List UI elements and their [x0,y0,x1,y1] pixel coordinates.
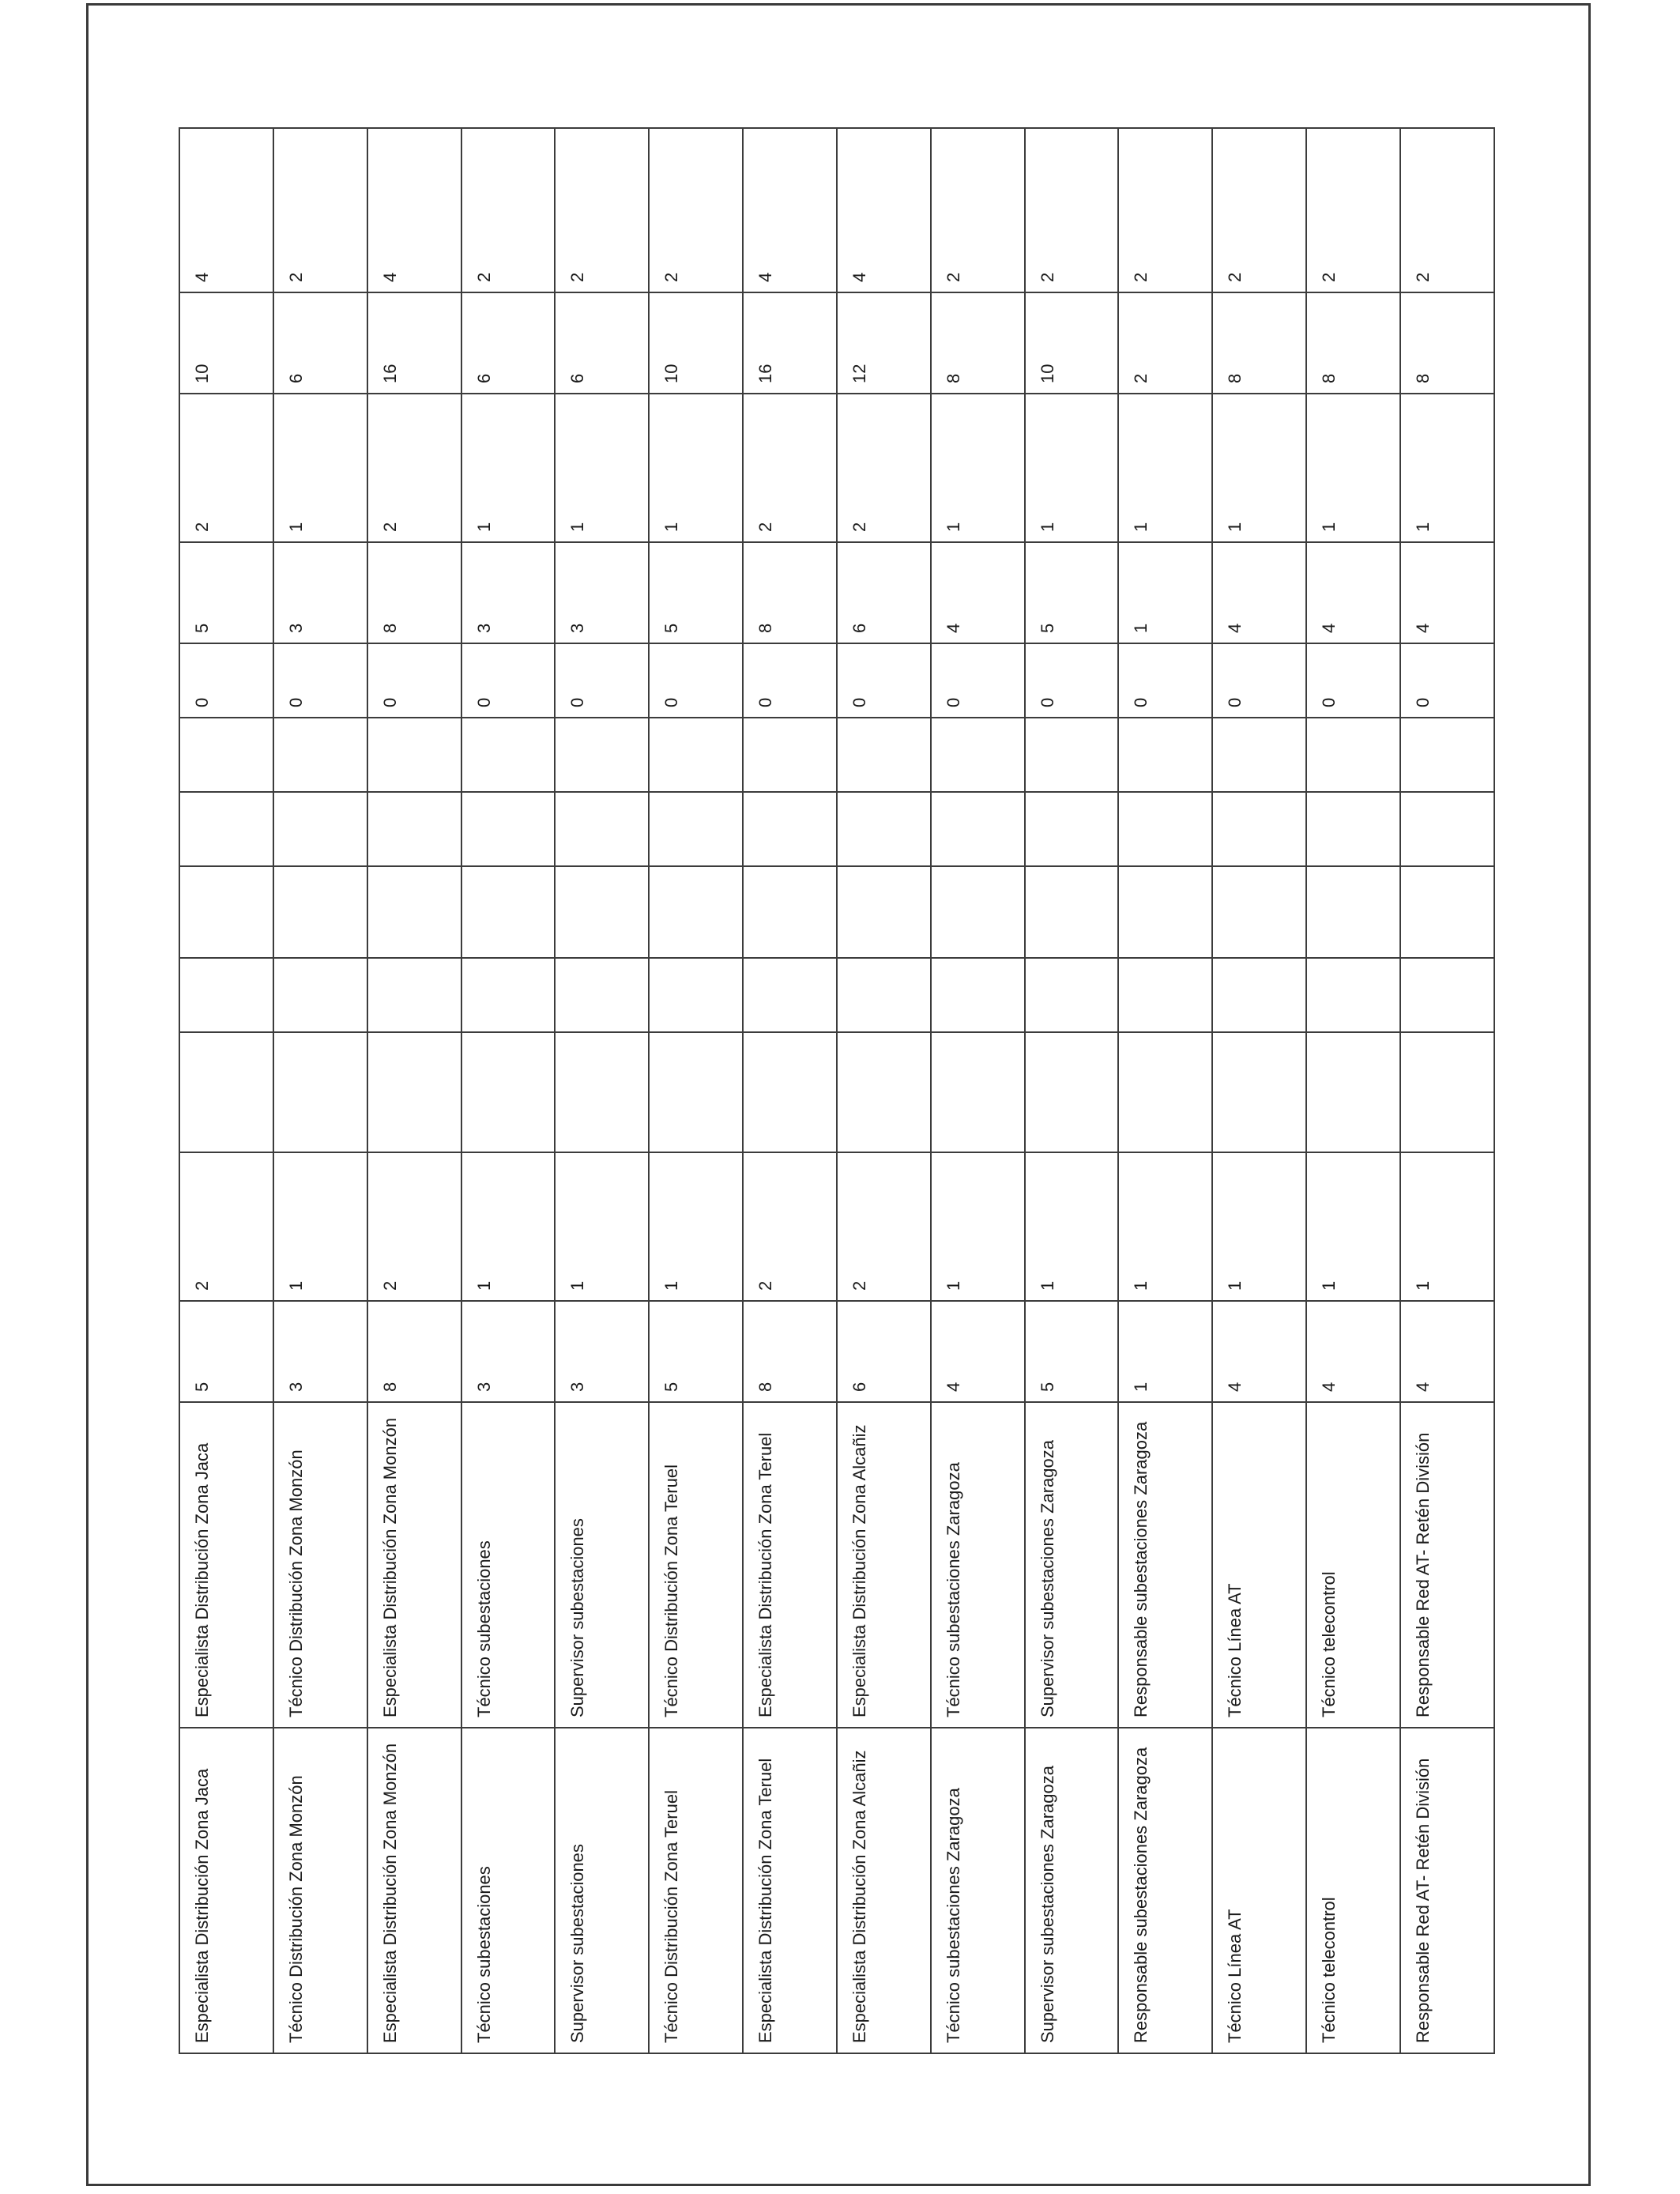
role-cell: Supervisor subestaciones Zaragoza [1025,1728,1119,2053]
value-cell-6: 2 [1118,292,1212,394]
empty-cell-5 [179,718,273,792]
empty-cell-5 [743,718,837,792]
table-row [367,128,461,2053]
role-detail-cell: Supervisor subestaciones [555,1402,649,1728]
empty-cell-1 [1212,1032,1306,1152]
empty-cell-3 [1400,866,1494,958]
value-cell-7: 2 [1025,128,1119,292]
value-cell-2: 2 [837,1152,931,1301]
empty-cell-3 [461,866,556,958]
empty-cell-2 [743,958,837,1032]
value-cell-4: 4 [1400,542,1494,643]
value-cell-6: 8 [1306,292,1400,394]
role-detail-cell: Responsable Red AT- Retén División [1400,1402,1494,1728]
staffing-table [179,127,1495,2054]
rotated-table-wrapper [179,129,1495,2054]
value-cell-3: 0 [649,643,743,718]
value-cell-7: 2 [1118,128,1212,292]
role-cell: Especialista Distribución Zona Monzón [367,1728,461,2053]
value-cell-7: 2 [1212,128,1306,292]
value-cell-2: 1 [931,1152,1025,1301]
value-cell-3: 0 [555,643,649,718]
role-cell: Responsable subestaciones Zaragoza [1118,1728,1212,2053]
value-cell-3: 0 [1025,643,1119,718]
empty-cell-4 [1025,792,1119,866]
role-detail-cell: Técnico subestaciones [461,1402,556,1728]
value-cell-2: 1 [1212,1152,1306,1301]
value-cell-3: 0 [273,643,367,718]
empty-cell-1 [555,1032,649,1152]
value-cell-1: 1 [1118,1301,1212,1402]
value-cell-3: 0 [1306,643,1400,718]
value-cell-2: 2 [179,1152,273,1301]
value-cell-5: 2 [367,394,461,542]
value-cell-4: 8 [743,542,837,643]
role-detail-cell: Técnico Distribución Zona Monzón [273,1402,367,1728]
value-cell-4: 5 [1025,542,1119,643]
value-cell-6: 6 [461,292,556,394]
value-cell-1: 5 [649,1301,743,1402]
empty-cell-3 [555,866,649,958]
value-cell-4: 5 [649,542,743,643]
value-cell-7: 2 [1400,128,1494,292]
table-row [1212,128,1306,2053]
empty-cell-4 [743,792,837,866]
empty-cell-3 [931,866,1025,958]
empty-cell-2 [555,958,649,1032]
empty-cell-3 [1025,866,1119,958]
role-detail-cell: Especialista Distribución Zona Alcañiz [837,1402,931,1728]
role-cell: Técnico subestaciones Zaragoza [931,1728,1025,2053]
value-cell-4: 3 [273,542,367,643]
role-cell: Técnico telecontrol [1306,1728,1400,2053]
value-cell-7: 2 [461,128,556,292]
value-cell-1: 4 [1306,1301,1400,1402]
value-cell-1: 6 [837,1301,931,1402]
empty-cell-2 [1118,958,1212,1032]
empty-cell-5 [555,718,649,792]
empty-cell-3 [273,866,367,958]
empty-cell-3 [743,866,837,958]
empty-cell-3 [1118,866,1212,958]
empty-cell-5 [931,718,1025,792]
role-cell: Técnico Distribución Zona Monzón [273,1728,367,2053]
role-cell: Supervisor subestaciones [555,1728,649,2053]
value-cell-4: 4 [1212,542,1306,643]
empty-cell-1 [649,1032,743,1152]
value-cell-4: 4 [1306,542,1400,643]
empty-cell-5 [649,718,743,792]
value-cell-6: 6 [273,292,367,394]
value-cell-4: 3 [555,542,649,643]
role-detail-cell: Técnico subestaciones Zaragoza [931,1402,1025,1728]
empty-cell-4 [273,792,367,866]
empty-cell-4 [931,792,1025,866]
value-cell-4: 8 [367,542,461,643]
empty-cell-2 [649,958,743,1032]
empty-cell-4 [1400,792,1494,866]
empty-cell-1 [931,1032,1025,1152]
role-cell: Especialista Distribución Zona Jaca [179,1728,273,2053]
empty-cell-5 [461,718,556,792]
role-detail-cell: Técnico Línea AT [1212,1402,1306,1728]
value-cell-6: 8 [1400,292,1494,394]
empty-cell-2 [1306,958,1400,1032]
role-detail-cell: Técnico Distribución Zona Teruel [649,1402,743,1728]
empty-cell-5 [1400,718,1494,792]
value-cell-5: 1 [1025,394,1119,542]
value-cell-3: 0 [931,643,1025,718]
empty-cell-2 [1400,958,1494,1032]
value-cell-4: 5 [179,542,273,643]
empty-cell-2 [367,958,461,1032]
empty-cell-2 [179,958,273,1032]
empty-cell-2 [837,958,931,1032]
value-cell-3: 0 [1212,643,1306,718]
empty-cell-5 [367,718,461,792]
empty-cell-3 [367,866,461,958]
role-detail-cell: Técnico telecontrol [1306,1402,1400,1728]
value-cell-6: 16 [743,292,837,394]
role-detail-cell: Especialista Distribución Zona Monzón [367,1402,461,1728]
value-cell-2: 1 [1306,1152,1400,1301]
value-cell-5: 2 [837,394,931,542]
role-cell: Especialista Distribución Zona Alcañiz [837,1728,931,2053]
value-cell-7: 4 [743,128,837,292]
value-cell-4: 1 [1118,542,1212,643]
value-cell-6: 12 [837,292,931,394]
value-cell-6: 16 [367,292,461,394]
empty-cell-2 [931,958,1025,1032]
value-cell-5: 1 [273,394,367,542]
role-detail-cell: Especialista Distribución Zona Teruel [743,1402,837,1728]
value-cell-6: 10 [179,292,273,394]
role-cell: Técnico Distribución Zona Teruel [649,1728,743,2053]
value-cell-6: 8 [931,292,1025,394]
value-cell-3: 0 [837,643,931,718]
value-cell-7: 2 [1306,128,1400,292]
value-cell-6: 8 [1212,292,1306,394]
empty-cell-2 [461,958,556,1032]
empty-cell-1 [461,1032,556,1152]
table-row [1118,128,1212,2053]
value-cell-5: 1 [555,394,649,542]
empty-cell-1 [1306,1032,1400,1152]
empty-cell-4 [555,792,649,866]
empty-cell-1 [1118,1032,1212,1152]
role-cell: Técnico Línea AT [1212,1728,1306,2053]
empty-cell-5 [273,718,367,792]
value-cell-1: 4 [931,1301,1025,1402]
empty-cell-2 [1025,958,1119,1032]
value-cell-3: 0 [1400,643,1494,718]
value-cell-1: 8 [367,1301,461,1402]
empty-cell-3 [1306,866,1400,958]
value-cell-5: 1 [1400,394,1494,542]
table-row [179,128,273,2053]
role-cell: Especialista Distribución Zona Teruel [743,1728,837,2053]
value-cell-4: 3 [461,542,556,643]
value-cell-5: 1 [1118,394,1212,542]
value-cell-5: 1 [461,394,556,542]
value-cell-5: 2 [743,394,837,542]
value-cell-3: 0 [743,643,837,718]
empty-cell-4 [1212,792,1306,866]
empty-cell-5 [837,718,931,792]
value-cell-7: 2 [931,128,1025,292]
value-cell-1: 8 [743,1301,837,1402]
value-cell-6: 10 [649,292,743,394]
table-row [1025,128,1119,2053]
role-cell: Técnico subestaciones [461,1728,556,2053]
empty-cell-5 [1212,718,1306,792]
value-cell-5: 1 [1212,394,1306,542]
value-cell-4: 6 [837,542,931,643]
table-row [461,128,556,2053]
value-cell-5: 1 [649,394,743,542]
empty-cell-1 [1025,1032,1119,1152]
role-cell: Responsable Red AT- Retén División [1400,1728,1494,2053]
value-cell-2: 2 [367,1152,461,1301]
value-cell-3: 0 [367,643,461,718]
empty-cell-1 [1400,1032,1494,1152]
table-row [931,128,1025,2053]
value-cell-2: 1 [1118,1152,1212,1301]
value-cell-2: 1 [1400,1152,1494,1301]
value-cell-7: 2 [555,128,649,292]
empty-cell-4 [367,792,461,866]
value-cell-2: 1 [555,1152,649,1301]
value-cell-2: 1 [649,1152,743,1301]
value-cell-2: 1 [273,1152,367,1301]
empty-cell-5 [1306,718,1400,792]
rotated-table-container [179,129,1495,2054]
value-cell-1: 5 [179,1301,273,1402]
value-cell-7: 4 [367,128,461,292]
empty-cell-2 [1212,958,1306,1032]
value-cell-2: 1 [461,1152,556,1301]
value-cell-7: 4 [837,128,931,292]
table-body [179,128,1494,2053]
empty-cell-4 [837,792,931,866]
value-cell-2: 2 [743,1152,837,1301]
value-cell-5: 1 [1306,394,1400,542]
role-detail-cell: Responsable subestaciones Zaragoza [1118,1402,1212,1728]
value-cell-1: 4 [1212,1301,1306,1402]
table-row [743,128,837,2053]
table-row [649,128,743,2053]
empty-cell-4 [649,792,743,866]
value-cell-3: 0 [1118,643,1212,718]
empty-cell-1 [179,1032,273,1152]
value-cell-1: 5 [1025,1301,1119,1402]
role-detail-cell: Especialista Distribución Zona Jaca [179,1402,273,1728]
value-cell-5: 1 [931,394,1025,542]
empty-cell-5 [1118,718,1212,792]
value-cell-2: 1 [1025,1152,1119,1301]
empty-cell-1 [367,1032,461,1152]
value-cell-1: 4 [1400,1301,1494,1402]
empty-cell-1 [743,1032,837,1152]
empty-cell-3 [649,866,743,958]
empty-cell-3 [837,866,931,958]
table-row [1306,128,1400,2053]
empty-cell-1 [837,1032,931,1152]
table-row [273,128,367,2053]
empty-cell-5 [1025,718,1119,792]
value-cell-1: 3 [273,1301,367,1402]
value-cell-7: 2 [273,128,367,292]
empty-cell-1 [273,1032,367,1152]
empty-cell-4 [179,792,273,866]
value-cell-6: 10 [1025,292,1119,394]
table-row [837,128,931,2053]
role-detail-cell: Supervisor subestaciones Zaragoza [1025,1402,1119,1728]
value-cell-1: 3 [555,1301,649,1402]
value-cell-1: 3 [461,1301,556,1402]
value-cell-3: 0 [461,643,556,718]
value-cell-4: 4 [931,542,1025,643]
empty-cell-4 [1306,792,1400,866]
value-cell-3: 0 [179,643,273,718]
table-row [1400,128,1494,2053]
empty-cell-3 [179,866,273,958]
empty-cell-3 [1212,866,1306,958]
value-cell-6: 6 [555,292,649,394]
empty-cell-4 [461,792,556,866]
table-row [555,128,649,2053]
empty-cell-4 [1118,792,1212,866]
value-cell-5: 2 [179,394,273,542]
empty-cell-2 [273,958,367,1032]
value-cell-7: 2 [649,128,743,292]
value-cell-7: 4 [179,128,273,292]
